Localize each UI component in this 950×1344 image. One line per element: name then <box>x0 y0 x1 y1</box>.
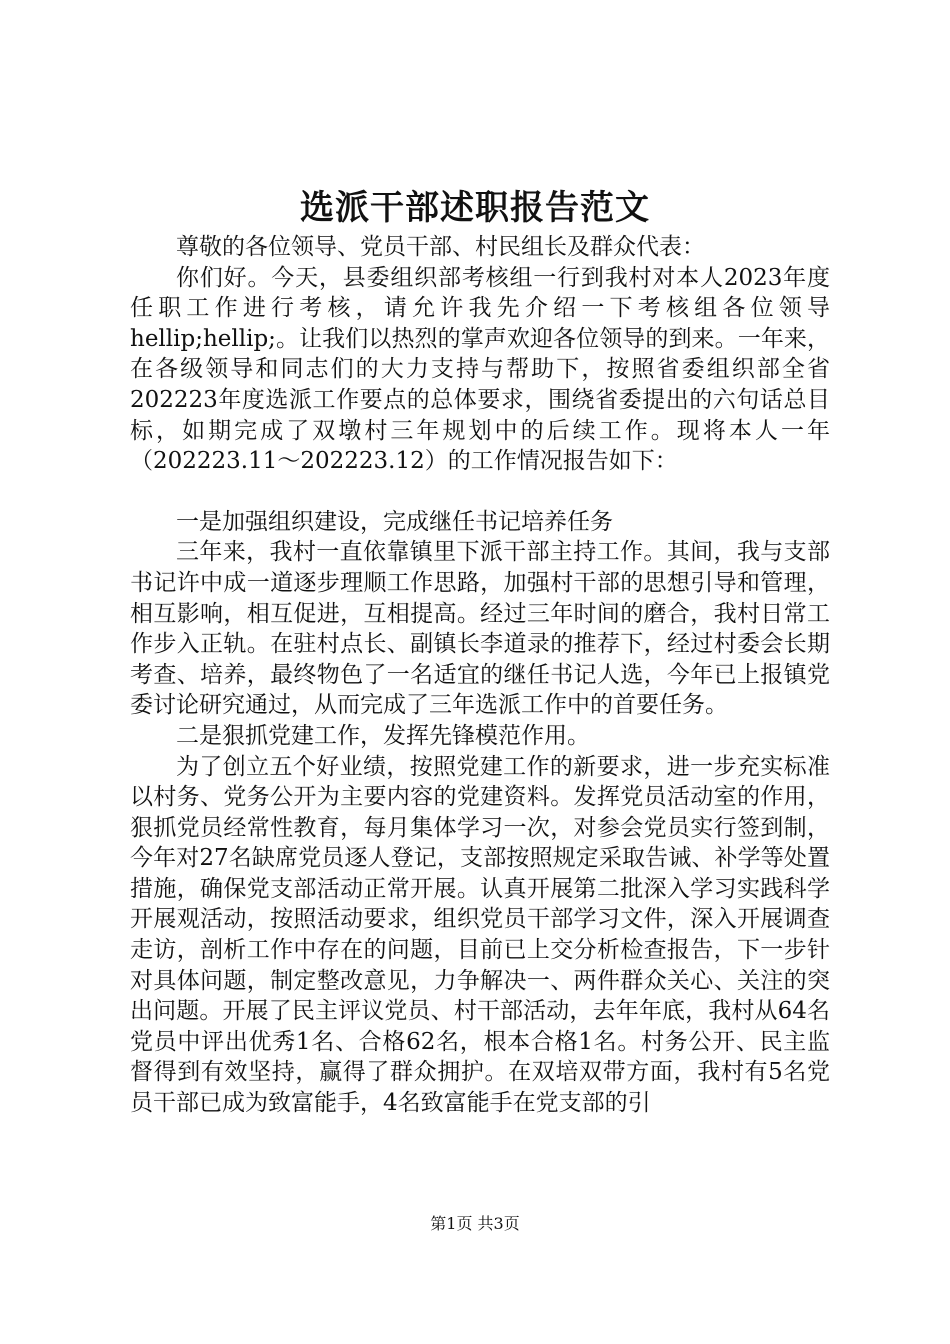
document-title: 选派干部述职报告范文 <box>300 188 650 228</box>
section-1-paragraph: 三年来，我村一直依靠镇里下派干部主持工作。其间，我与支部书记许中成一道逐步理顺工作思路，加强村干部的思想引导和管理，相互影响，相互促进，互相提高。经过三年时间的磨合，我村日常工作步入正轨。在驻村点长、副镇长李道录的推荐下，经过村委会长期考查、培养，最终物色了一名适宜的继任书记人选，今年已上报镇党委讨论研究通过，从而完成了三年选派工作中的首要任务。 <box>130 539 830 719</box>
intro-paragraph: 你们好。今天，县委组织部考核组一行到我村对本人2023年度任职工作进行考核，请允许我先介绍一下考核组各位领导hellip;hellip;。让我们以热烈的掌声欢迎各位领导的到来。一年来，在各级领导和同志们的大力支持与帮助下，按照省委组织部全省202223年度选派工作要点的总体要求，围绕省委提出的六句话总目标，如期完成了双墩村三年规划中的后续工作。现将本人一年（202223.11～202223.12）的工作情况报告如下： <box>130 264 830 475</box>
section-heading-1: 一是加强组织建设，完成继任书记培养任务 <box>176 508 613 535</box>
section-2-paragraph: 为了创立五个好业绩，按照党建工作的新要求，进一步充实标准以村务、党务公开为主要内容的党建资料。发挥党员活动室的作用，狠抓党员经常性教育，每月集体学习一次，对参会党员实行签到制，今年对27名缺席党员逐人登记，支部按照规定采取告诫、补学等处置措施，确保党支部活动正常开展。认真开展第二批深入学习实践科学开展观活动，按照活动要求，组织党员干部学习文件，深入开展调查走访，剖析工作中存在的问题，目前已上交分析检查报告，下一步针对具体问题，制定整改意见，力争解决一、两件群众关心、关注的突出问题。开展了民主评议党员、村干部活动，去年年底，我村从64名党员中评出优秀1名、合格62名，根本合格1名。村务公开、民主监督得到有效坚持，赢得了群众拥护。在双培双带方面，我村有5名党员干部已成为致富能手，4名致富能手在党支部的引 <box>130 753 830 1117</box>
document-body <box>130 232 830 1119</box>
page-number-footer: 第1页 共3页 <box>430 1214 520 1233</box>
salutation-paragraph: 尊敬的各位领导、党员干部、村民组长及群众代表： <box>176 234 705 260</box>
section-heading-2: 二是狠抓党建工作，发挥先锋模范作用。 <box>176 722 590 749</box>
